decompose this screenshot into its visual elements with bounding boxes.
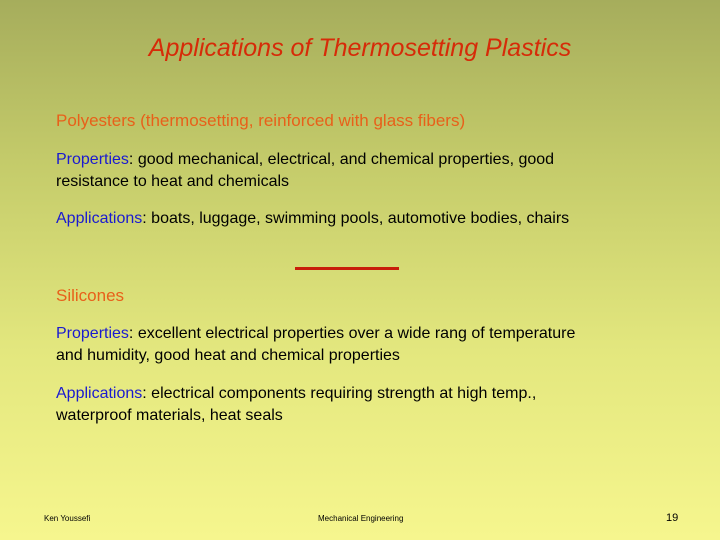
applications-label: Applications: [56, 210, 143, 227]
page-number: 19: [666, 512, 679, 524]
slide-title: Applications of Thermosetting Plastics: [148, 34, 572, 62]
silicones-heading: Silicones: [56, 286, 125, 305]
properties-label: Properties: [56, 151, 129, 168]
polyesters-heading: Polyesters (thermosetting, reinforced with glass fibers): [56, 111, 466, 130]
properties-text: : excellent electrical properties over a wide rang of temperature and humidity, good heat and chemical properties: [56, 325, 576, 364]
silicones-properties: [56, 323, 576, 367]
applications-text: : boats, luggage, swimming pools, automotive bodies, chairs: [142, 210, 570, 227]
properties-text: : good mechanical, electrical, and chemical properties, good resistance to heat and chemicals: [56, 151, 555, 190]
footer-author: Ken Youssefi: [44, 514, 91, 523]
footer-department: Mechanical Engineering: [318, 514, 404, 523]
section-divider: [295, 267, 399, 270]
properties-label: Properties: [56, 325, 129, 342]
silicones-applications: [56, 383, 616, 427]
applications-label: Applications: [56, 385, 143, 402]
applications-text: : electrical components requiring strength at high temp., waterproof materials, heat seals: [56, 385, 537, 424]
polyesters-applications: [56, 208, 696, 230]
polyesters-properties: [56, 149, 616, 193]
